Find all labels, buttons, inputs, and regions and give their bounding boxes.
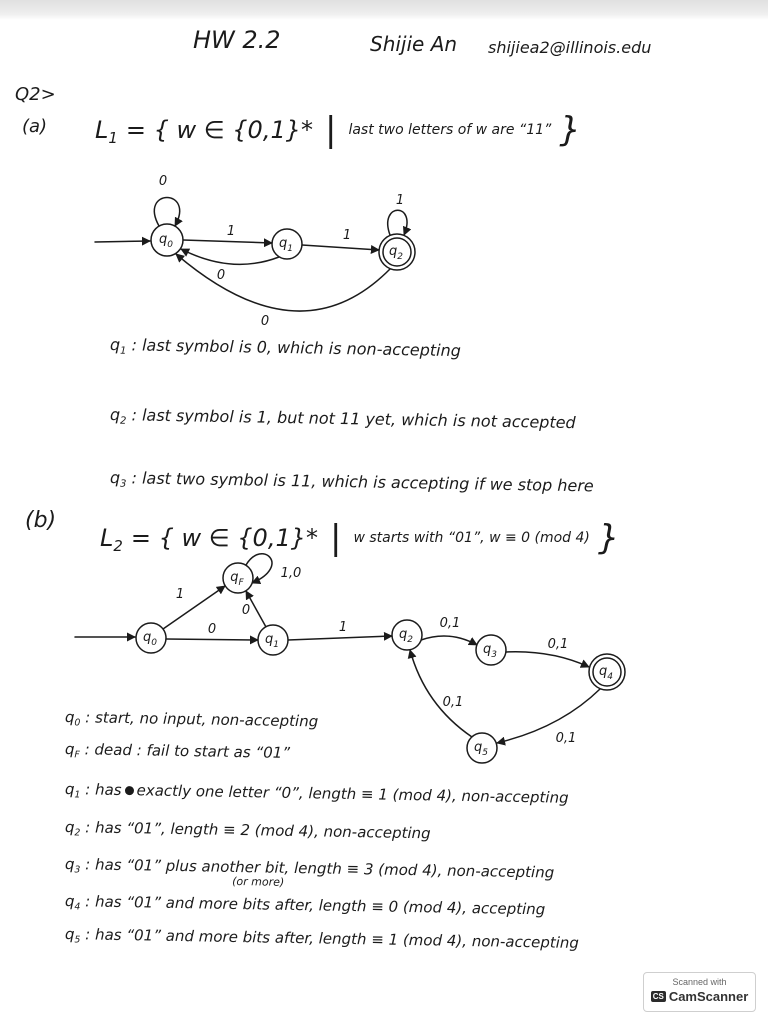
state-subscript: 1 bbox=[119, 345, 127, 357]
transition-label: 0,1 bbox=[442, 695, 464, 710]
state-description: : has bbox=[85, 780, 122, 799]
transition-arrow bbox=[497, 689, 600, 743]
state-label: $q_4$ bbox=[599, 664, 613, 682]
transition-label: 1 bbox=[338, 620, 348, 635]
state-description-continued: , length ≡ 3 (mod 4), non-accepting bbox=[284, 858, 555, 882]
state-note bbox=[65, 892, 546, 919]
transition-arrow bbox=[421, 636, 477, 645]
state-letter: q bbox=[64, 892, 75, 911]
state-subscript: 4 bbox=[74, 901, 81, 913]
transition-label: 1 bbox=[342, 228, 352, 243]
state-letter: q bbox=[109, 468, 121, 488]
transition-label: 0,1 bbox=[555, 731, 577, 746]
language-subscript: 2 bbox=[113, 537, 123, 556]
part-b-label: (b) bbox=[25, 508, 57, 533]
state-subscript: 3 bbox=[491, 650, 497, 660]
state-letter: q bbox=[64, 740, 75, 759]
transition-label: 0 bbox=[207, 622, 217, 637]
state-note bbox=[65, 740, 290, 763]
camscanner-brand-row bbox=[644, 989, 755, 1004]
state-description: : last symbol is 0, which is non-accepting bbox=[131, 335, 462, 361]
state-label: $q_F$ bbox=[230, 570, 244, 588]
state-note bbox=[110, 468, 594, 496]
state-note bbox=[65, 925, 579, 953]
transition-label: 1 bbox=[175, 587, 185, 602]
state-description: : last two symbol is 11, which is accepting if we stop here bbox=[131, 468, 594, 496]
scan-top-edge bbox=[0, 0, 768, 20]
self-loop-arrow bbox=[154, 198, 179, 227]
transition-arrow bbox=[183, 240, 272, 243]
transition-label: 0,1 bbox=[439, 616, 461, 631]
closing-brace: } bbox=[597, 518, 620, 558]
transition-label: 1 bbox=[226, 224, 236, 239]
state-note bbox=[64, 855, 555, 889]
state-subscript: 2 bbox=[397, 252, 403, 262]
self-loop-arrow bbox=[388, 210, 407, 235]
language-symbol bbox=[95, 116, 118, 148]
state-letter: q bbox=[64, 925, 75, 944]
homework-title: HW 2.2 bbox=[193, 26, 281, 54]
part-a-label: (a) bbox=[22, 116, 48, 137]
transition-label: 0 bbox=[260, 314, 270, 329]
student-email: shijiea2@illinois.edu bbox=[488, 38, 652, 57]
language-subscript: 1 bbox=[108, 129, 118, 148]
state-description-continued: exactly one letter “0”, length ≡ 1 (mod 4), non-accepting bbox=[136, 781, 569, 807]
state-label: $q_1$ bbox=[279, 236, 293, 254]
state-label: $q_1$ bbox=[265, 632, 279, 650]
scanned-with-text: Scanned with bbox=[672, 977, 727, 987]
state-note bbox=[110, 405, 576, 433]
state-subscript: 2 bbox=[74, 827, 81, 839]
transition-arrow bbox=[410, 650, 472, 737]
set-condition: w starts with “01”, w ≡ 0 (mod 4) bbox=[353, 530, 590, 546]
transition-arrow bbox=[181, 249, 279, 264]
set-expression: = { w ∈ {0,1}* bbox=[125, 116, 313, 144]
transition-label: 0,1 bbox=[547, 637, 569, 652]
language-letter: L bbox=[100, 524, 114, 552]
insertion-anchor bbox=[85, 855, 285, 889]
state-label: $q_2$ bbox=[399, 627, 413, 645]
state-letter: q bbox=[64, 855, 75, 874]
state-description: : has “01” and more bits after, length ≡ 1 (mod 4), non-accepting bbox=[85, 925, 580, 952]
state-label: $q_2$ bbox=[389, 244, 403, 262]
state-subscript: 3 bbox=[119, 478, 127, 490]
transition-arrow bbox=[166, 639, 258, 640]
state-label: $q_0$ bbox=[143, 630, 157, 648]
diagram-layer bbox=[151, 174, 415, 329]
state-subscript: 0 bbox=[74, 717, 81, 729]
set-condition: last two letters of w are “11” bbox=[348, 122, 552, 138]
camscanner-logo-icon: CS bbox=[652, 992, 664, 1001]
closing-brace: } bbox=[559, 110, 581, 150]
diagram-layer bbox=[136, 554, 625, 763]
dfa-diagram-a bbox=[0, 160, 768, 340]
state-label: $q_5$ bbox=[474, 740, 488, 758]
camscanner-badge bbox=[643, 972, 756, 1012]
such-that-bar: | bbox=[329, 518, 342, 558]
transition-label: 0 bbox=[241, 603, 251, 618]
state-letter: q bbox=[109, 405, 121, 425]
set-expression: = { w ∈ {0,1}* bbox=[130, 524, 318, 552]
transition-label: 1,0 bbox=[280, 566, 302, 581]
state-description: : last symbol is 1, but not 11 yet, which is not accepted bbox=[131, 405, 576, 433]
state-subscript: 3 bbox=[74, 864, 81, 876]
state-label: $q_0$ bbox=[159, 232, 173, 250]
state-description: : dead : fail to start as “01” bbox=[84, 740, 291, 762]
state-letter: q bbox=[109, 335, 121, 355]
state-subscript: 1 bbox=[74, 789, 81, 801]
state-letter: q bbox=[64, 818, 75, 837]
transition-label: 0 bbox=[158, 174, 168, 189]
dfa-diagram-b bbox=[0, 540, 768, 770]
language-definition-a bbox=[95, 110, 581, 150]
state-subscript: F bbox=[238, 578, 244, 588]
transition-arrow bbox=[176, 254, 390, 311]
state-description: : start, no input, non-accepting bbox=[85, 708, 319, 731]
ink-scribble bbox=[124, 786, 133, 795]
state-description: : has “01” and more bits after, length ≡ 0 (mod 4), accepting bbox=[85, 892, 546, 919]
question-label: Q2> bbox=[15, 84, 56, 105]
state-subscript: 2 bbox=[407, 635, 413, 645]
camscanner-brand: CamScanner bbox=[668, 989, 749, 1004]
state-subscript: 1 bbox=[273, 640, 279, 650]
state-subscript: 2 bbox=[119, 415, 127, 427]
state-letter: q bbox=[64, 780, 75, 799]
such-that-bar: | bbox=[324, 110, 337, 150]
state-note bbox=[65, 818, 431, 843]
state-subscript: 0 bbox=[151, 638, 157, 648]
state-subscript: 1 bbox=[287, 244, 293, 254]
state-description: : has “01” plus another bit bbox=[85, 855, 285, 877]
transition-arrow bbox=[506, 652, 589, 667]
state-subscript: F bbox=[74, 749, 80, 761]
state-label: $q_3$ bbox=[483, 642, 497, 660]
state-subscript: 5 bbox=[74, 934, 81, 946]
student-name: Shijie An bbox=[370, 32, 458, 56]
state-subscript: 5 bbox=[482, 748, 488, 758]
transition-label: 1 bbox=[395, 193, 405, 208]
state-description: : has “01”, length ≡ 2 (mod 4), non-accepting bbox=[85, 818, 431, 843]
state-note bbox=[65, 780, 569, 808]
inserted-note: (or more) bbox=[232, 874, 285, 889]
start-arrow bbox=[95, 241, 150, 242]
transition-arrow bbox=[302, 245, 379, 250]
state-subscript: 0 bbox=[167, 240, 173, 250]
transition-label: 0 bbox=[216, 268, 226, 283]
language-letter: L bbox=[95, 116, 109, 144]
transition-arrow bbox=[288, 636, 392, 640]
state-subscript: 4 bbox=[607, 672, 613, 682]
state-letter: q bbox=[64, 708, 75, 727]
